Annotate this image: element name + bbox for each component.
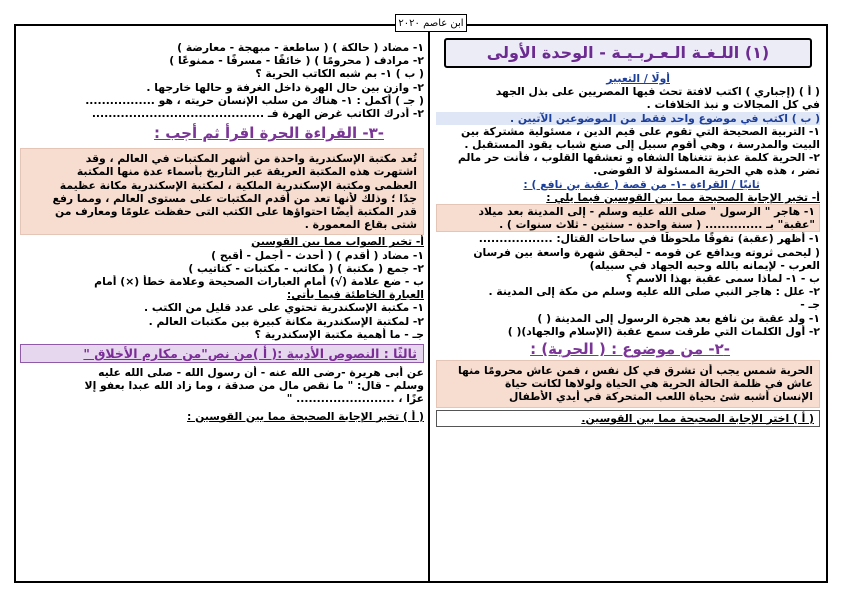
text-line: العرب - لإيمانه بالله وحبه الجهاد في سبيله) [589, 258, 820, 272]
text-line: ١- التربية الصحيحة التي تقوم على قيم الدين ، مسئولية مشتركة بين [461, 124, 820, 138]
text-line: عاش في ظلمة الحالة الحرية هي الحياة ولولاها لكانت حياة [505, 377, 813, 391]
author-tag: ابن عاصم ٢٠٢٠ [395, 14, 467, 32]
text-line: قدر المكتبة أيضًا احتواؤها على الكتب التى حفظت علومًا ومعارف من [55, 205, 417, 219]
text-line: ( جـ ) أكمل : ١- هناك من سلب الإنسان حريته ، هو ................. [85, 93, 424, 107]
text-line: ٢- الحرية كلمة عذبة تتغناها الشفاه و تعشقها القلوب ، فأنت حر مالم [457, 151, 820, 165]
section-heading-literary-texts: ثالثًا : النصوص الأدبية :( أ )من نص"من مكارم الأخلاق " [20, 344, 424, 363]
text-line: جـ - [800, 298, 820, 312]
text-line: "عقبة" بـ .............. ( سنة واحدة - سنتين - ثلاث سنوات ) . [499, 218, 815, 232]
text-line: الإنسان أشبه شئ بحياة اللعب المتحركة في أيدي الأطفال [509, 390, 813, 404]
section-heading-free-reading: -٣- القراءة الحرة اقرأ ثم أجب : [154, 124, 384, 143]
text-line: العبارة الخاطئة فيما يأتي: [286, 288, 424, 302]
text-line: شتى بقاع المعمورة . [304, 218, 417, 232]
text-line: ١- أظهر (عقبة) تفوقًا ملحوظًا في ساحات القتال: .................. [478, 232, 820, 246]
text-line: جـ - ما أهمية مكتبة الإسكندرية ؟ [254, 327, 424, 341]
text-line: ٢- علل : هاجر النبي صلى الله عليه وسلم من مكة إلى المدينة . [488, 285, 820, 299]
question-heading: ( أ ) تخير الإجابة الصحيحة مما بين القوسين : [187, 409, 424, 423]
right-column [436, 28, 820, 427]
text-line: العظمى ومكتبة الإسكندرية الملكية ، لمكتبة الإسكندرية مكانة عظيمة [59, 178, 417, 192]
text-line: ب - ١- لماذا سمى عقبة بهذا الاسم ؟ [625, 272, 820, 286]
text-line: ١- ولد عقبة بن نافع بعد هجرة الرسول إلى المدينة ( ) [537, 311, 820, 325]
question-heading: ( أ ) اختر الإجابة الصحيحة مما بين القوسين. [581, 411, 814, 425]
question-heading: أ- تخير الصواب مما بين القوسين [251, 235, 424, 249]
text-line: وسلم - قال: " ما نقص مال من صدقة ، وما زاد الله عبدا بعفو إلا [84, 379, 424, 393]
text-line: تضر ، هذه هي الحرية المسئولة لا الفوضى. [593, 164, 820, 178]
text-line: اشتهرت هذه المكتبة العريقة عبر التاريخ بأسماء عدة منها المكتبة [76, 165, 417, 179]
mcq-box [436, 204, 820, 232]
column-divider [428, 24, 430, 583]
text-line: ١- هاجر " الرسول " صلى الله عليه وسلم - إلى المدينة بعد ميلاد [478, 205, 815, 219]
unit-title: (١) اللـغـة الـعـربـيـة - الوحدة الأولى [444, 38, 812, 68]
text-line: البيت والمدرسة ، وهي أقوم سبيل إلى صنع شباب يقود المستقبل . [464, 138, 820, 152]
text-line: ٢- لمكتبة الإسكندرية مكانة كبيرة بين مكتبات العالم . [148, 314, 424, 328]
text-line: ( أ ) (إجباري ) اكتب لافتة تحث فيها المصريين على بذل الجهد [495, 85, 820, 99]
text-line: ٢- أدرك الكاتب غرض الهرة فـ .......................................... [91, 107, 424, 121]
text-line: ( ب ) ١- بم شبه الكاتب الحرية ؟ [255, 67, 424, 81]
text-line: ٢- جمع ( مكتبة ) ( مكاتب - مكتبات - كتاتيب ) [188, 261, 424, 275]
section-heading-reading: ثانيًا / القراءة -١- من قصة ( عقبة بن نافع ) : [523, 177, 760, 191]
text-line: عزًا ، ........................ " [286, 392, 424, 406]
text-line: جدًا ؛ وذلك لأنها تعد من أقدم المكتبات على مستوى العالم ، ومما رفع [52, 191, 417, 205]
text-line: ١- مضاد ( أقدم ) ( أحدث - أجمل - أقبح ) [211, 248, 424, 262]
question-heading: أ- تخير الإجابة الصحيحة مما بين القوسين فيما يلي : [546, 190, 820, 204]
text-line: تُعد مكتبة الإسكندرية واحدة من أشهر المكتبات في العالم ، وقد [85, 152, 417, 166]
section-heading-expression: أولًا / التعبير [606, 72, 670, 85]
section-heading-freedom: -٢- من موضوع : ( الحرية) : [530, 340, 730, 359]
text-line: ٢- وازن بين حال الهرة داخل الغرفة و حالها خارجها . [146, 80, 424, 94]
text-line: في كل المجالات و نبذ الخلافات . [646, 98, 820, 112]
passage-box [436, 360, 820, 408]
text-line: ( ليحمى ثروته ويدافع عن قومه - ليحقق شهرة واسعة بين فرسان [473, 245, 820, 259]
passage-box [20, 148, 424, 235]
text-line: عن أبى هريرة -رضى الله عنه - أن رسول الله - صلى الله عليه [98, 366, 424, 380]
text-line: ٢- أول الكلمات التي طرقت سمع عقبة (الإسلام والجهاد)( ) [507, 324, 820, 338]
text-line: ٢- مرادف ( محرومًا ) ( خائفًا - مسرفًا - ممنوعًا ) [169, 54, 424, 68]
left-column [20, 28, 424, 423]
question-box [436, 410, 820, 427]
text-line: ١- مكتبة الإسكندرية تحتوي على عدد قليل من الكتب . [144, 301, 424, 315]
text-line: ب - ضع علامة (√) أمام العبارات الصحيحة وعلامة خطأ (×) أمام [94, 275, 424, 289]
question-heading: ( ب ) اكتب في موضوع واحد فقط من الموضوعين الآتيين . [436, 112, 820, 125]
text-line: الحرية شمس يجب أن تشرق في كل نفس ، فمن عاش محرومًا منها [457, 364, 813, 378]
text-line: ١- مضاد ( حالكة ) ( ساطعة - مبهجة - معارضة ) [177, 41, 424, 54]
